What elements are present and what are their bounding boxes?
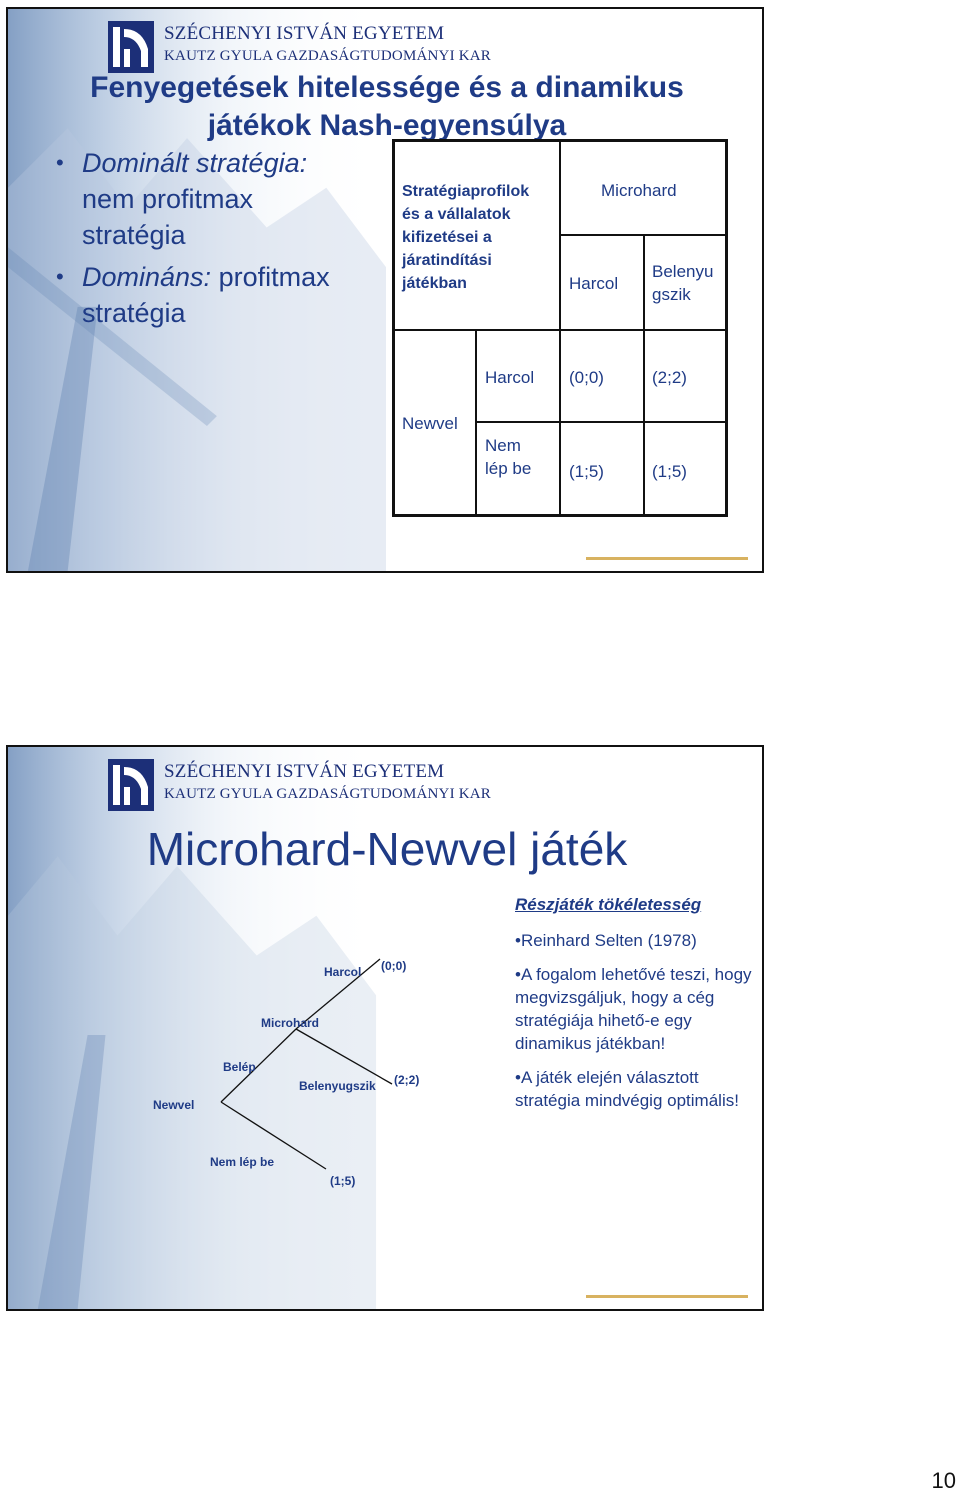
bullet-dominated-term: Dominált stratégia:: [82, 148, 308, 178]
payoff-table: [392, 139, 728, 517]
tree-branch-fight: Harcol: [324, 965, 362, 979]
tree-branch-accommodate: Belenyugszik: [299, 1079, 376, 1093]
row-header-stay-out-line: Nem: [485, 436, 521, 455]
table-caption: [402, 180, 529, 295]
logo-university-name: SZÉCHENYI ISTVÁN EGYETEM: [164, 761, 445, 782]
bullet-dominant-term: Domináns:: [82, 262, 212, 292]
tree-payoff-stay-out: (1;5): [330, 1174, 356, 1188]
logo-faculty-name: KAUTZ GYULA GAZDASÁGTUDOMÁNYI KAR: [164, 786, 491, 802]
row-player-label: Newvel: [402, 414, 458, 433]
slide-title: [8, 69, 764, 145]
subgame-perfection-heading: Részjáték tökéletesség: [515, 895, 702, 914]
grid-line: [559, 234, 725, 236]
logo-university-name: SZÉCHENYI ISTVÁN EGYETEM: [164, 23, 445, 44]
tree-node-newvel: Newvel: [153, 1098, 195, 1112]
tree-payoff-accommodate: (2;2): [394, 1073, 420, 1087]
bullet-dominant: [52, 259, 362, 331]
column-header-accommodate-line: gszik: [652, 285, 691, 304]
tree-branch-stay-out: Nem lép be: [210, 1155, 275, 1169]
bullet-dominant-definition: profitmax stratégia: [82, 262, 330, 328]
tree-payoff-fight: (0;0): [381, 959, 407, 973]
slide-2: [6, 745, 764, 1311]
column-header-accommodate: [652, 260, 713, 306]
table-caption-line: és a vállalatok: [402, 206, 511, 223]
university-logo: [108, 17, 508, 75]
payoff-cell-r2c2: (1;5): [652, 462, 687, 481]
row-header-fight: Harcol: [485, 368, 535, 387]
slide-1: [6, 7, 764, 573]
column-header-accommodate-line: Belenyu: [652, 262, 714, 281]
page-number: 10: [931, 1468, 956, 1493]
bullet-list: [52, 145, 362, 337]
column-header-fight: Harcol: [569, 274, 619, 293]
tree-node-microhard: Microhard: [261, 1016, 320, 1030]
bullet-dominated: [52, 145, 362, 253]
table-caption-line: Stratégiaprofilok: [402, 183, 530, 200]
tree-branch-enter: Belép: [223, 1060, 256, 1074]
logo-faculty-name: KAUTZ GYULA GAZDASÁGTUDOMÁNYI KAR: [164, 48, 491, 64]
table-caption-line: kifizetései a: [402, 229, 492, 246]
logo-mark-icon: [108, 21, 154, 73]
column-player-label: Microhard: [601, 181, 677, 200]
slide-title-line-2: játékok Nash-egyensúlya: [207, 109, 567, 142]
subgame-bullet-optimal: •A játék elején választott stratégia mindvégig optimális!: [515, 1068, 739, 1110]
table-caption-line: járatindítási: [402, 252, 492, 269]
footer-accent-line: [586, 1295, 748, 1298]
footer-accent-line: [586, 557, 748, 560]
grid-line: [475, 421, 725, 423]
payoff-cell-r1c2: (2;2): [652, 368, 687, 387]
subgame-bullet-selten: •Reinhard Selten (1978): [515, 931, 697, 950]
tree-edge-accommodate: [296, 1029, 392, 1084]
bullet-dominated-definition: nem profitmax stratégia: [82, 184, 254, 250]
grid-line: [559, 142, 561, 514]
payoff-cell-r2c1: (1;5): [569, 462, 604, 481]
row-header-stay-out: [485, 434, 531, 480]
subgame-bullet-concept: •A fogalom lehetővé teszi, hogy megvizsgáljuk, hogy a cég stratégiája hihető-e egy dinamikus játékban!: [515, 965, 752, 1053]
payoff-cell-r1c1: (0;0): [569, 368, 604, 387]
slide-title: Microhard-Newvel játék: [146, 823, 628, 875]
grid-line: [643, 234, 645, 514]
table-caption-line: játékban: [402, 275, 467, 292]
slide-title-line-1: Fenyegetések hitelessége és a dinamikus: [90, 71, 684, 104]
grid-line: [395, 329, 725, 331]
row-header-stay-out-line: lép be: [485, 459, 532, 478]
